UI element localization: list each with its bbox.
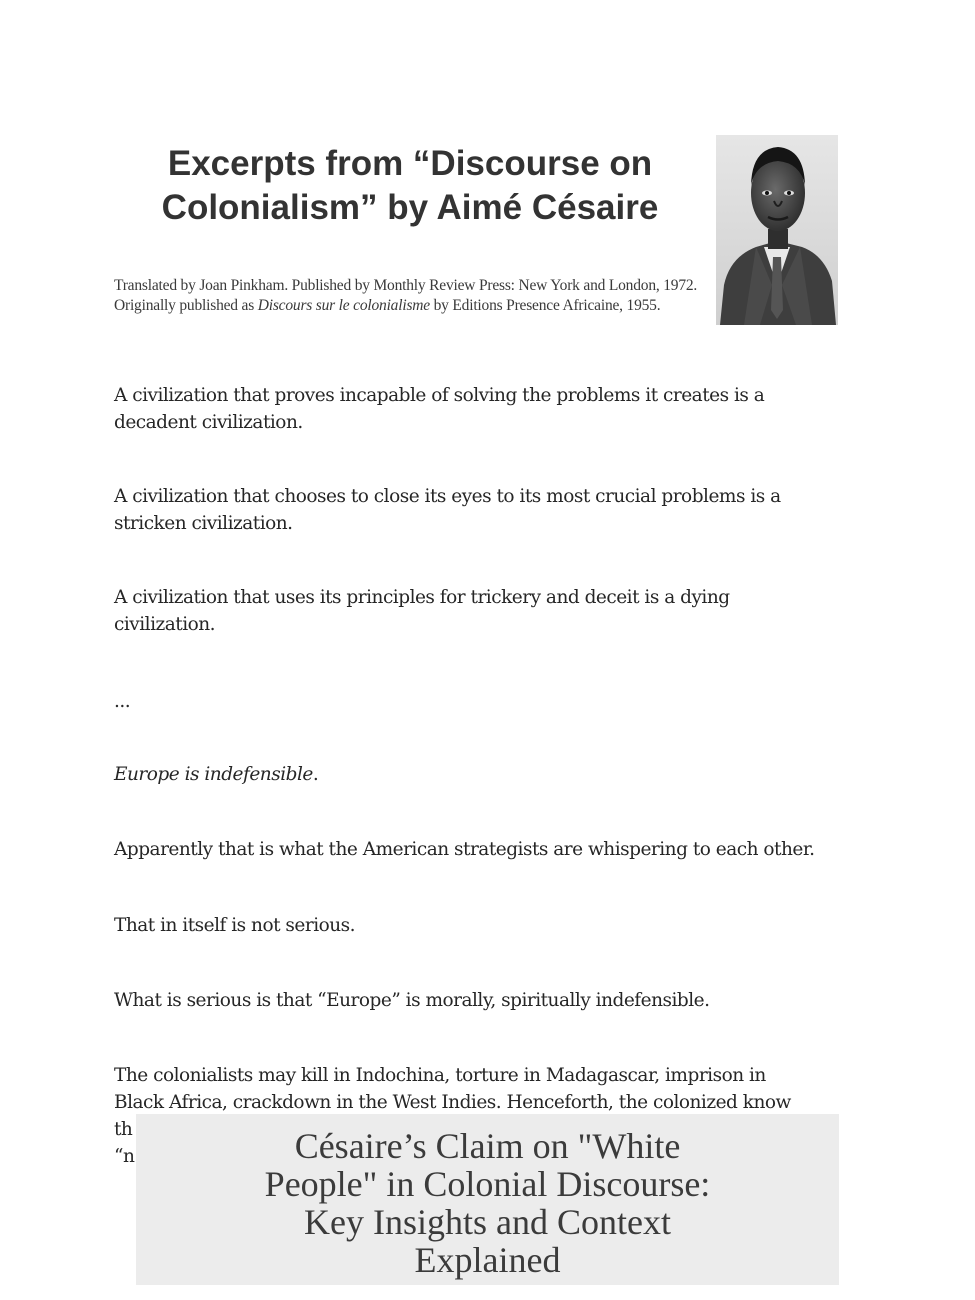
paragraph-decadent (114, 382, 764, 436)
caption-line: Césaire’s Claim on "White (294, 1126, 681, 1166)
paragraph-not-serious: That in itself is not serious. (114, 915, 356, 936)
paragraph-stricken (114, 483, 781, 537)
paragraph-line: A civilization that chooses to close its eyes to its most crucial problems is a (114, 486, 781, 507)
paragraph-line: th (114, 1119, 133, 1140)
translator-note (114, 276, 704, 316)
paragraph-europe (114, 761, 318, 788)
paragraph-strategists: Apparently that is what the American strategists are whispering to each other. (114, 839, 815, 860)
europe-italic: Europe is indefensible (114, 764, 313, 785)
paragraph-serious: What is serious is that “Europe” is morally, spiritually indefensible. (114, 990, 710, 1011)
paragraph-line: stricken civilization. (114, 513, 293, 534)
paragraph-line: decadent civilization. (114, 412, 303, 433)
translator-note-text-end: by Editions Presence Africaine, 1955. (429, 297, 661, 314)
title-line-2: Colonialism” by Aimé Césaire (161, 188, 659, 227)
paragraph-dying (114, 584, 730, 638)
paragraph-line: A civilization that proves incapable of solving the problems it creates is a (114, 385, 765, 406)
original-title-italic: Discours sur le colonialisme (257, 297, 430, 314)
ellipsis: ... (114, 691, 131, 712)
paragraph-line: “n (114, 1146, 135, 1167)
caption-line: Explained (414, 1240, 561, 1280)
paragraph-line: A civilization that uses its principles for trickery and deceit is a dying (114, 587, 730, 608)
paragraph-line: civilization. (114, 614, 216, 635)
title-line-1: Excerpts from “Discourse on (167, 144, 653, 183)
author-portrait (716, 135, 838, 325)
paragraph-line: Black Africa, crackdown in the West Indies. Henceforth, the colonized know (114, 1092, 791, 1113)
document-title (110, 142, 710, 230)
caption-title (136, 1127, 839, 1279)
translator-note-text: Translated by Joan Pinkham. Published by Monthly Review Press: New York and London, 1972. Originally published as (114, 277, 698, 314)
caption-line: People" in Colonial Discourse: (264, 1164, 711, 1204)
europe-period: . (312, 764, 319, 785)
paragraph-line: The colonialists may kill in Indochina, torture in Madagascar, imprison in (114, 1065, 766, 1086)
caption-line: Key Insights and Context (304, 1202, 671, 1242)
